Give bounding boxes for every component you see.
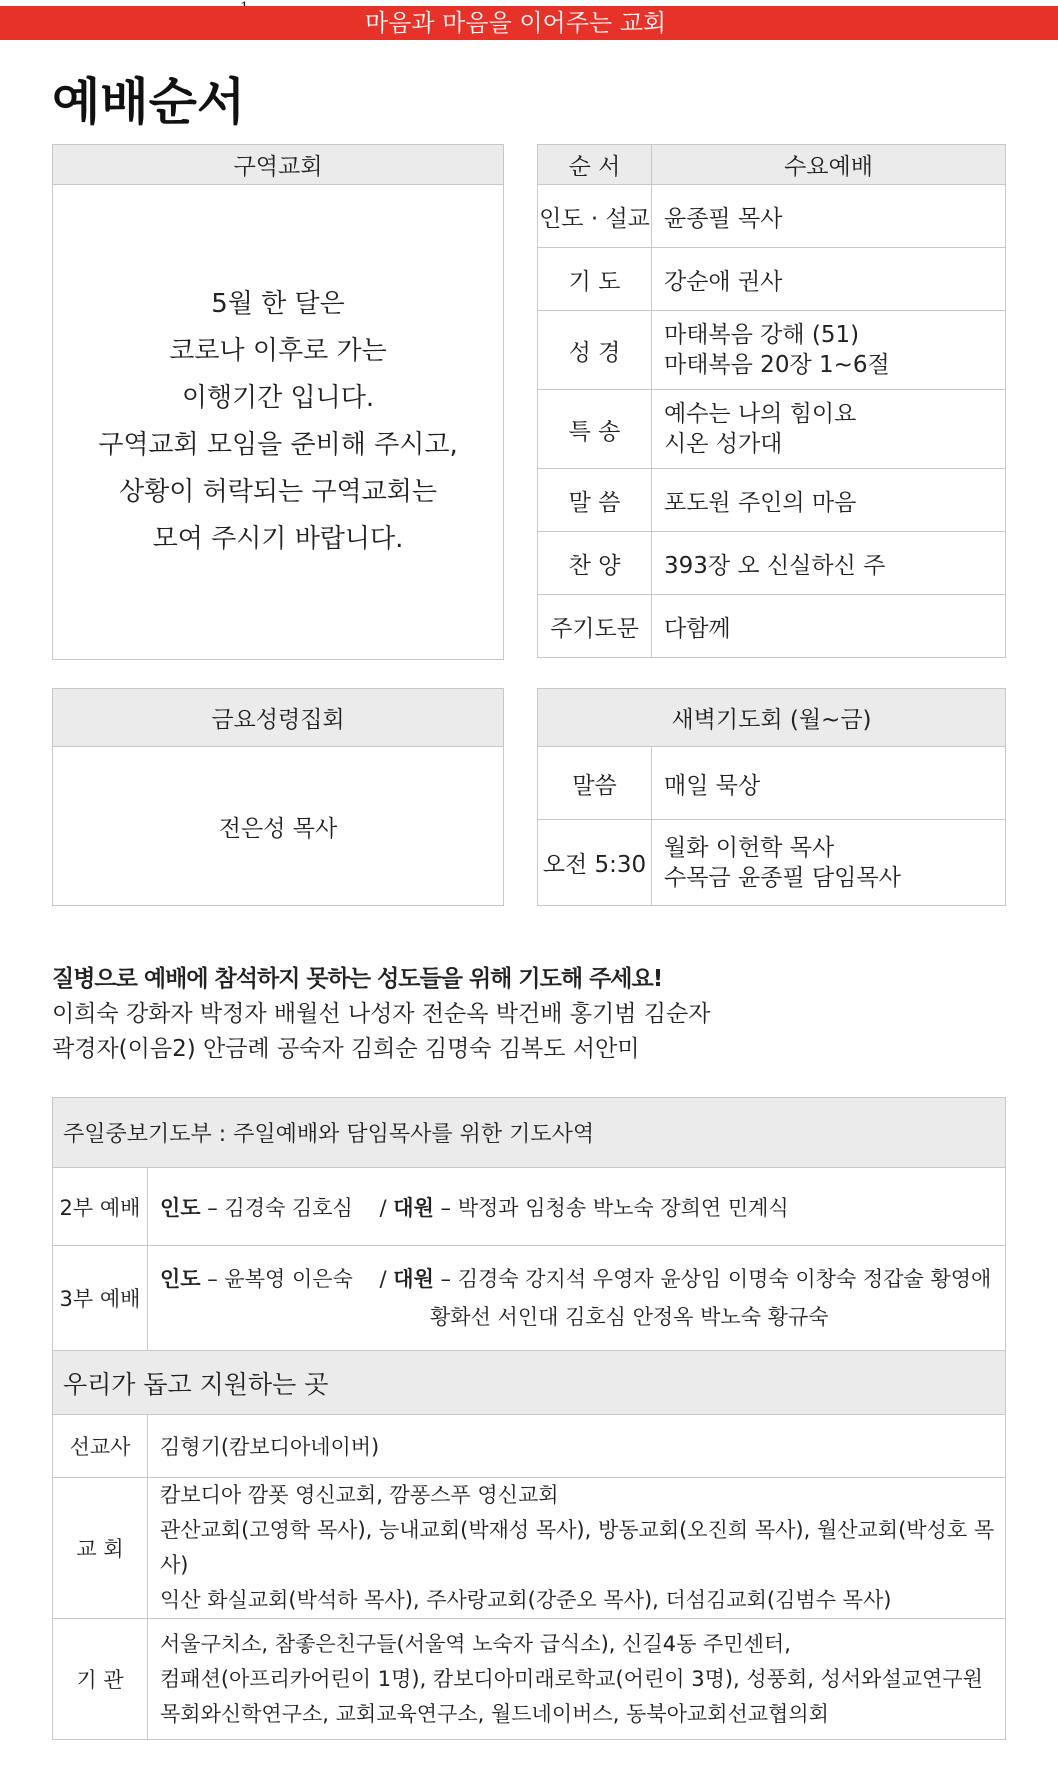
table-row <box>53 1246 1006 1351</box>
district-header: 구역교회 <box>53 145 504 185</box>
scripture-passage: 마태복음 20장 1~6절 <box>664 352 890 378</box>
prayer-request-heading: 질병으로 예배에 참석하지 못하는 성도들을 위해 기도해 주세요! <box>52 966 663 992</box>
choir-names: – 박정과 임청송 박노숙 장희연 민계식 <box>433 1195 789 1220</box>
choir-label: 대원 <box>393 1195 434 1220</box>
table-row <box>538 532 1006 595</box>
table-row <box>538 820 1006 906</box>
row-value <box>148 1619 1006 1740</box>
lead-label: 인도 <box>160 1195 201 1220</box>
row-label: 말 씀 <box>538 469 652 532</box>
intercession-support-table <box>52 1097 1006 1740</box>
supported-church: 캄보디아 깜폿 영신교회, 깜퐁스푸 영신교회 <box>160 1483 559 1507</box>
row-value: 다함께 <box>652 595 1006 658</box>
choir-label: 대원 <box>393 1267 434 1291</box>
row-label: 선교사 <box>53 1415 148 1478</box>
district-line: 이행기간 입니다. <box>181 383 375 413</box>
banner-text: 마음과 마음을 이어주는 교회 <box>365 9 667 37</box>
supported-organization: 서울구치소, 참좋은친구들(서울역 노숙자 급식소), 신길4동 주민센터, <box>160 1631 791 1656</box>
table-row <box>538 595 1006 658</box>
row-value <box>148 1168 1006 1246</box>
row-value <box>652 311 1006 390</box>
row-label: 특 송 <box>538 390 652 469</box>
row-value: 매일 묵상 <box>652 747 1006 820</box>
district-line: 5월 한 달은 <box>211 289 345 319</box>
row-value: 포도원 주인의 마음 <box>652 469 1006 532</box>
page-title: 예배순서 <box>52 73 246 131</box>
row-value: 윤종필 목사 <box>652 185 1006 248</box>
row-label: 인도 · 설교 <box>538 185 652 248</box>
scripture-series: 마태복음 강해 (51) <box>664 322 860 348</box>
district-line: 모여 주시기 바랍니다. <box>152 524 404 554</box>
row-value: 김형기(캄보디아네이버) <box>148 1415 1006 1478</box>
row-value <box>652 390 1006 469</box>
table-row <box>538 390 1006 469</box>
table-row <box>538 469 1006 532</box>
lead-names: – 윤복영 이은숙 <box>200 1267 353 1291</box>
district-line: 코로나 이후로 가는 <box>169 336 387 366</box>
district-message <box>53 185 504 660</box>
lead-label: 인도 <box>160 1267 201 1291</box>
dawn-leader: 수목금 윤종필 담임목사 <box>664 864 901 891</box>
intercession-header: 주일중보기도부 : 주일예배와 담임목사를 위한 기도사역 <box>53 1098 1006 1168</box>
prayer-request-section <box>52 962 710 1067</box>
special-song-choir: 시온 성가대 <box>664 431 783 457</box>
special-song-title: 예수는 나의 힘이요 <box>664 401 857 427</box>
row-label: 주기도문 <box>538 595 652 658</box>
friday-meeting-table <box>52 688 504 906</box>
district-church-table <box>52 144 504 660</box>
row-label: 찬 양 <box>538 532 652 595</box>
table-row <box>53 1478 1006 1619</box>
row-value <box>148 1478 1006 1619</box>
wednesday-header: 수요예배 <box>652 145 1006 185</box>
table-row <box>538 185 1006 248</box>
table-row <box>53 1168 1006 1246</box>
row-label: 말씀 <box>538 747 652 820</box>
separator: / <box>379 1195 387 1220</box>
table-row <box>538 248 1006 311</box>
row-value <box>148 1246 1006 1351</box>
prayer-names: 이희숙 강화자 박정자 배월선 나성자 전순옥 박건배 홍기범 김순자 <box>52 1001 711 1027</box>
row-value: 393장 오 신실하신 주 <box>652 532 1006 595</box>
row-value <box>652 820 1006 906</box>
friday-header: 금요성령집회 <box>53 689 504 747</box>
lead-names: – 김경숙 김호심 <box>200 1195 353 1220</box>
dawn-header: 새벽기도회 (월~금) <box>538 689 1006 747</box>
table-row <box>538 311 1006 390</box>
order-header: 순 서 <box>538 145 652 185</box>
supported-organization: 컴패션(아프리카어린이 1명), 캄보디아미래로학교(어린이 3명), 성풍회, 성서와설교연구원 <box>160 1666 983 1691</box>
separator: / <box>379 1267 387 1291</box>
table-row <box>538 747 1006 820</box>
district-line: 구역교회 모임을 준비해 주시고, <box>98 430 458 460</box>
table-row <box>53 1619 1006 1740</box>
district-line: 상황이 허락되는 구역교회는 <box>119 477 437 507</box>
support-header: 우리가 돕고 지원하는 곳 <box>53 1351 1006 1415</box>
prayer-names: 곽경자(이음2) 안금례 공숙자 김희순 김명숙 김복도 서안미 <box>52 1036 640 1062</box>
row-label: 오전 5:30 <box>538 820 652 906</box>
choir-names: – 김경숙 강지석 우영자 윤상임 이명숙 이창숙 정갑술 황영애 <box>433 1267 992 1291</box>
dawn-leader: 월화 이헌학 목사 <box>664 834 835 861</box>
supported-organization: 목회와신학연구소, 교회교육연구소, 월드네이버스, 동북아교회선교협의회 <box>160 1701 829 1726</box>
row-label: 교 회 <box>53 1478 148 1619</box>
supported-church: 관산교회(고영학 목사), 능내교회(박재성 목사), 방동교회(오진희 목사), 월산교회(박성호 목사) <box>160 1518 995 1577</box>
supported-church: 익산 화실교회(박석하 목사), 주사랑교회(강준오 목사), 더섬김교회(김범수 목사) <box>160 1588 892 1612</box>
row-label: 3부 예배 <box>53 1246 148 1351</box>
row-label: 기 관 <box>53 1619 148 1740</box>
row-label: 성 경 <box>538 311 652 390</box>
wednesday-service-table <box>537 144 1006 658</box>
church-banner <box>0 6 1058 40</box>
friday-content: 전은성 목사 <box>53 747 504 906</box>
row-value: 강순애 권사 <box>652 248 1006 311</box>
dawn-prayer-table <box>537 688 1006 906</box>
row-label: 기 도 <box>538 248 652 311</box>
row-label: 2부 예배 <box>53 1168 148 1246</box>
choir-names-continued: 황화선 서인대 김호심 안정옥 박노숙 황규숙 <box>430 1305 829 1329</box>
table-row <box>53 1415 1006 1478</box>
